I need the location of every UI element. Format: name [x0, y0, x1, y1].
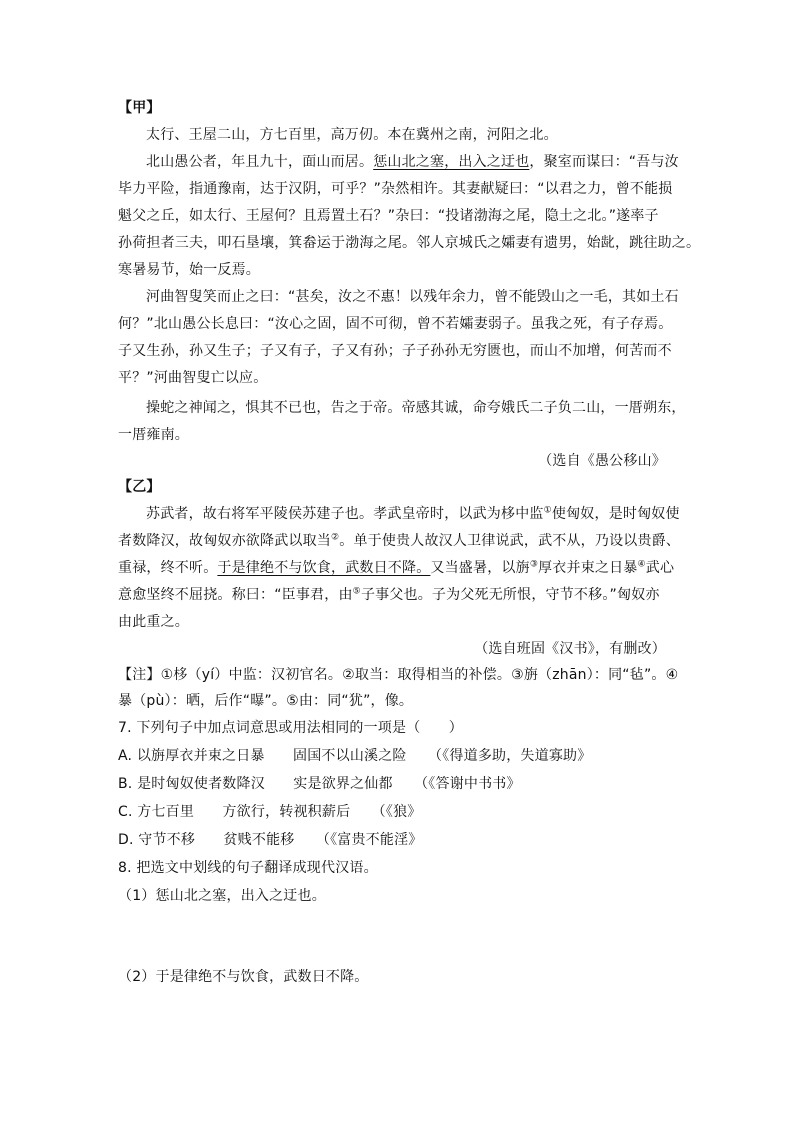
jia-paragraph-3-line-1: 河曲智叟笑而止之曰：“甚矣，汝之不惠！以残年余力，曾不能毁山之一毛，其如土石 [146, 289, 679, 305]
jia-paragraph-4-line-2: 一厝雍南。 [118, 427, 189, 443]
text-segment: 重禄，终不听。 [118, 560, 218, 576]
yi-line-2 [118, 531, 680, 551]
yi-line-1 [146, 504, 680, 524]
section-heading-jia: 【甲】 [118, 100, 161, 116]
question-8-stem: 8. 把选文中划线的句子翻译成现代汉语。 [118, 860, 378, 876]
footnote-marker: ④ [637, 559, 646, 570]
text-segment: 使匈奴，是时匈奴使 [551, 506, 680, 522]
jia-paragraph-2-line-2: 毕力平险，指通豫南，达于汉阴，可乎？”杂然相许。其妻献疑曰：“以君之力，曾不能损 [118, 181, 673, 197]
footnote-marker: ⑤ [352, 586, 361, 597]
jia-paragraph-1: 太行、王屋二山，方七百里，高万仞。本在冀州之南，河阳之北。 [146, 127, 558, 143]
jia-paragraph-3-line-2: 何？”北山愚公长息曰：“汝心之固，固不可彻，曾不若孀妻弱子。虽我之死，有子存焉。 [118, 316, 673, 332]
question-7-option-a: A. 以旃厚衣并束之日暴 固国不以山溪之险 （《得道多助，失道寡助》 [118, 748, 592, 764]
section-heading-yi: 【乙】 [118, 479, 161, 495]
text-segment: 又当盛暑，以旃 [430, 560, 530, 576]
jia-paragraph-2-line-3: 魁父之丘，如太行、王屋何？且焉置土石？”杂曰：“投诸渤海之尾，隐土之北。”遂率子 [118, 208, 659, 224]
text-segment: 武心 [645, 560, 675, 576]
jia-source: （选自《愚公移山》 [538, 453, 666, 469]
jia-paragraph-3-line-3: 子又生孙，孙又生子；子又有子，子又有孙；子子孙孙无穷匮也，而山不加增，何苦而不 [118, 343, 672, 359]
text-segment: 意愈坚终不屈挠。称曰：“臣事君，由 [118, 587, 353, 603]
question-7-option-c: C. 方七百里 方欲行，转视积薪后 （《狼》 [118, 804, 422, 820]
question-8-sentence-2: （2）于是律绝不与饮食，武数日不降。 [118, 969, 369, 985]
underlined-sentence-2: 于是律绝不与饮食，武数日不降。 [217, 560, 431, 576]
jia-paragraph-2-line-5: 寒暑易节，始一反焉。 [118, 262, 260, 278]
yi-source: （选自班固《汉书》，有删改） [474, 641, 666, 657]
notes-line-2: 暴（pù）：晒，后作“曝”。⑤由：同“犹”，像。 [118, 693, 414, 709]
text-segment: ，聚室而谋曰：“吾与汝 [529, 154, 679, 170]
text-segment: 。单于使贵人故汉人卫律说武，武不从，乃设以贵爵、 [339, 533, 681, 549]
footnote-marker: ② [331, 532, 340, 543]
text-segment: 者数降汉，故匈奴亦欲降武以取当 [118, 533, 331, 549]
yi-line-3 [118, 558, 674, 578]
footnote-marker: ① [543, 505, 552, 516]
text-segment: 厚衣并束之日暴 [538, 560, 638, 576]
jia-paragraph-2-line-1 [146, 152, 679, 172]
yi-line-5: 由此重之。 [118, 614, 189, 630]
question-7-stem: 7. 下列句子中加点词意思或用法相同的一项是（ ） [118, 720, 464, 736]
text-segment: 苏武者，故右将军平陵侯苏建子也。孝武皇帝时，以武为栘中监 [146, 506, 544, 522]
footnote-marker: ③ [529, 559, 539, 570]
question-7-option-b: B. 是时匈奴使者数降汉 实是欲界之仙都 （《答谢中书书》 [118, 776, 521, 792]
text-segment: 子事父也。子为父死无所恨，守节不移。”匈奴亦 [360, 587, 660, 603]
question-7-option-d: D. 守节不移 贫贱不能移 （《富贵不能淫》 [118, 832, 423, 848]
text-segment: 北山愚公者，年且九十，面山而居。 [146, 154, 374, 170]
jia-paragraph-3-line-4: 平？”河曲智叟亡以应。 [118, 370, 268, 386]
question-8-sentence-1: （1）惩山北之塞，出入之迂也。 [118, 888, 326, 904]
jia-paragraph-2-line-4: 孙荷担者三夫，叩石垦壤，箕畚运于渤海之尾。邻人京城氏之孀妻有遗男，始龀，跳往助之。 [118, 235, 701, 251]
underlined-sentence-1: 惩山北之塞，出入之迂也 [373, 154, 530, 170]
yi-line-4 [118, 585, 660, 605]
notes-line-1: 【注】①栘（yí）中监：汉初官名。②取当：取得相当的补偿。③旃（zhān）：同“毡”。④ [118, 667, 679, 683]
jia-paragraph-4-line-1: 操蛇之神闻之，惧其不已也，告之于帝。帝感其诚，命夸娥氏二子负二山，一厝朔东， [146, 400, 686, 416]
